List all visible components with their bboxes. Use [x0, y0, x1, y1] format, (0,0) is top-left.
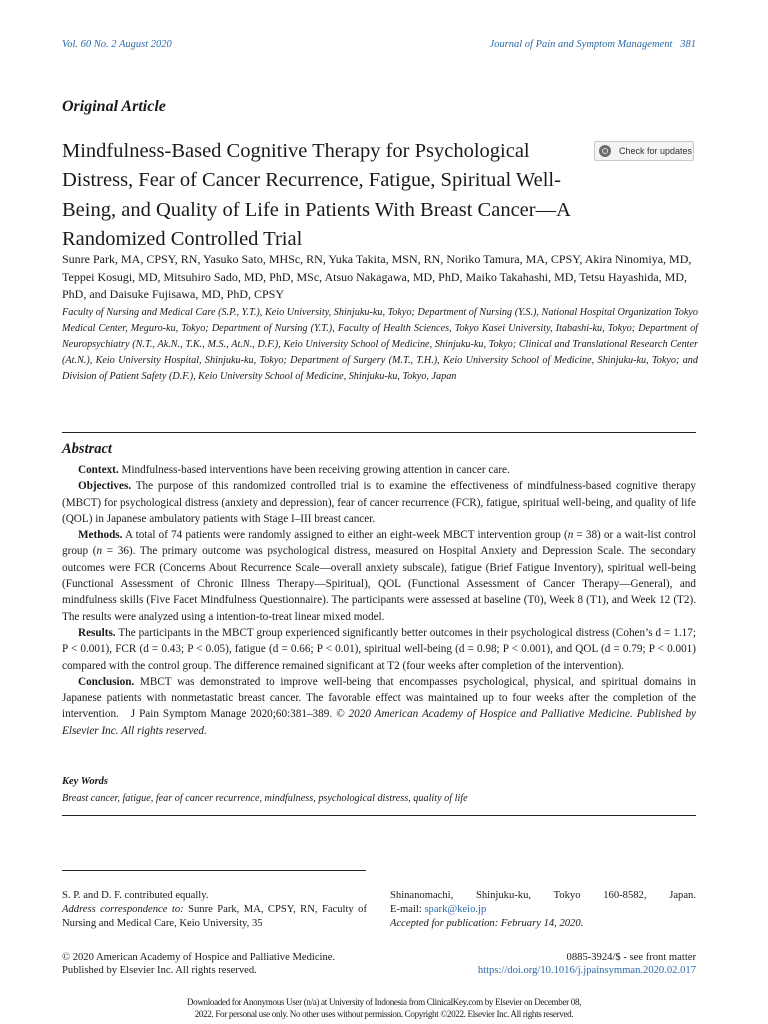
- conclusion-label: Conclusion.: [78, 675, 135, 688]
- methods-n-symbol-1: n: [567, 529, 574, 542]
- running-header-volume: Vol. 60 No. 2 August 2020: [62, 39, 172, 50]
- author-list: Sunre Park, MA, CPSY, RN, Yasuko Sato, MHSc, RN, Yuka Takita, MSN, RN, Noriko Tamura, MA, CPSY, Akira Ninomiya, MD, Teppei Kosugi, MD, Mitsuhiro Sado, MD, PhD, MSc, Atsuo Nakagawa, MD, PhD, Maiko Takahashi, MD, Tetsu Hayashida, MD, PhD, and Daisuke Fujisawa, MD, PhD, CPSY: [62, 252, 692, 301]
- results-text: The participants in the MBCT group experienced significantly better outcomes in their psychological distress (Cohen’s d = 1.17; P < 0.001), FCR (d = 0.43; P < 0.05), fatigue (d = 0.66; P < 0.01), spiritual well-being (d = 0.98; P < 0.001), and QOL (d = 0.79; P < 0.001) compared with the control group. The difference remained significant at T2 (four weeks after completion of the intervention).: [62, 626, 696, 672]
- conclusion-text: MBCT was demonstrated to improve well-being that encompasses psychological, physical, and spiritual domains in Japanese patients with nonmetastatic breast cancer. The favorable effect was maintained up to four weeks after the completion of the intervention.: [62, 675, 697, 721]
- abstract-body: [62, 462, 696, 739]
- article-type: Original Article: [62, 98, 166, 115]
- running-header-journal: [490, 39, 696, 50]
- abstract-heading: Abstract: [62, 441, 112, 457]
- accepted-date: Accepted for publication: February 14, 2020.: [390, 917, 584, 929]
- check-for-updates-button[interactable]: [594, 141, 694, 161]
- copyright-left: [62, 951, 335, 978]
- methods-text-1: A total of 74 patients were randomly assigned to either an eight-week MBCT intervention group (: [124, 529, 568, 542]
- methods-text-2: = 38) or a wait-list control group (: [62, 529, 696, 558]
- affiliations: Faculty of Nursing and Medical Care (S.P., Y.T.), Keio University, Shinjuku-ku, Tokyo; Department of Nursing (Y.S.), National Hospital Organization Tokyo Medical Center, Meguro-ku, Tokyo; Department of Nursing (Y.T.), Faculty of Health Sciences, Tokyo Kasei University, Itabashi-ku, Tokyo; Department of Neuropsychiatry (N.T., Ak.N., T.K., M.S., At.N., D.F.), Keio University School of Medicine, Shinjuku-ku, Tokyo; Clinical and Translational Research Center (At.N.), Keio University Hospital, Shinjuku-ku, Tokyo; Department of Surgery (M.T., T.H.), Keio University School of Medicine, Shinjuku-ku, Tokyo; and Division of Patient Safety (D.F.), Keio University School of Medicine, Shinjuku-ku, Tokyo, Japan: [62, 307, 698, 382]
- methods-text-3: = 36). The primary outcome was psychological distress, measured on Hospital Anxiety and Depression Scale. The secondary outcomes were FCR (Concerns About Recurrence Scale—overall anxiety subscale), fatigue (Brief Fatigue Inventory), spiritual well-being (Functional Assessment of Chronic Illness Therapy—Spiritual), QOL (Functional Assessment of Cancer Therapy—General), and mindfulness skills (Five Facet Mindfulness Questionnaire). The participants were assessed at baseline (T0), Week 8 (T1), and Week 12 (T2). The results were analyzed using a intention-to-treat linear mixed model.: [62, 545, 696, 623]
- divider-bottom: [62, 815, 696, 816]
- page-number: 381: [680, 39, 696, 50]
- download-notice-line-2: 2022. For personal use only. No other uses without permission. Copyright ©2022. Elsevier Inc. All rights reserved.: [194, 1008, 574, 1019]
- context-text: Mindfulness-based interventions have been receiving growing attention in cancer care.: [121, 464, 510, 476]
- keywords-text: Breast cancer, fatigue, fear of cancer recurrence, mindfulness, psychological distress, quality of life: [62, 793, 468, 804]
- email-link[interactable]: spark@keio.jp: [424, 903, 487, 915]
- abstract-context: [62, 462, 696, 478]
- correspondence-label: Address correspondence to:: [62, 903, 184, 915]
- context-label: Context.: [78, 464, 119, 476]
- abstract-methods: [62, 527, 696, 625]
- methods-label: Methods.: [78, 529, 123, 542]
- copyright-line-1: © 2020 American Academy of Hospice and Palliative Medicine.: [62, 952, 336, 963]
- footnote-divider: [62, 870, 366, 871]
- check-for-updates-label: Check for updates: [619, 146, 693, 156]
- download-notice-line-1: Downloaded for Anonymous User (n/a) at University of Indonesia from ClinicalKey.com by Elsevier on December 08,: [186, 997, 582, 1007]
- divider-top: [62, 432, 696, 433]
- objectives-label: Objectives.: [78, 480, 132, 493]
- correspondence-address: Shinanomachi, Shinjuku-ku, Tokyo 160-8582, Japan.: [390, 890, 696, 901]
- abstract-copyright: © 2020 American Academy of Hospice and Palliative Medicine. Published by Elsevier Inc. All rights reserved.: [62, 708, 697, 737]
- citation: J Pain Symptom Manage 2020;60:381–389.: [130, 708, 333, 721]
- abstract-conclusion: [62, 674, 696, 739]
- email-line: [390, 903, 696, 917]
- doi-link[interactable]: https://doi.org/10.1016/j.jpainsymman.2020.02.017: [477, 965, 696, 977]
- objectives-text: The purpose of this randomized controlled trial is to examine the effectiveness of mindfulness-based cognitive therapy (MBCT) for psychological distress (anxiety and depression), fear of cancer recurrence (FCR), fatigue, spiritual well-being, and quality of life (QOL) in Japanese ambulatory patients with Stage I–III breast cancer.: [62, 480, 696, 525]
- correspondence-text: Sunre Park, MA, CPSY, RN, Faculty of Nursing and Medical Care, Keio University, 35: [62, 903, 367, 929]
- abstract-results: [62, 625, 696, 674]
- keywords-heading: Key Words: [62, 776, 108, 787]
- abstract-objectives: [62, 478, 696, 527]
- copyright-right: [456, 951, 696, 978]
- journal-name: Journal of Pain and Symptom Management: [489, 39, 673, 50]
- correspondence-note: [62, 903, 367, 931]
- download-notice: [0, 997, 768, 1021]
- article-title: Mindfulness-Based Cognitive Therapy for Psychological Distress, Fear of Cancer Recurrence, Fatigue, Spiritual Well-Being, and Quality of Life in Patients With Breast Cancer—A Randomized Controlled Trial: [62, 140, 570, 250]
- footnote-left: [62, 889, 367, 930]
- methods-n-symbol-2: n: [96, 545, 103, 558]
- equal-contribution-note: S. P. and D. F. contributed equally.: [62, 890, 209, 901]
- footnote-right: [390, 889, 696, 930]
- copyright-line-2: Published by Elsevier Inc. All rights reserved.: [62, 965, 257, 977]
- email-label: E-mail:: [390, 903, 422, 915]
- issn-line: 0885-3924/$ - see front matter: [566, 952, 696, 963]
- crossmark-icon: [599, 145, 611, 157]
- results-label: Results.: [78, 626, 116, 639]
